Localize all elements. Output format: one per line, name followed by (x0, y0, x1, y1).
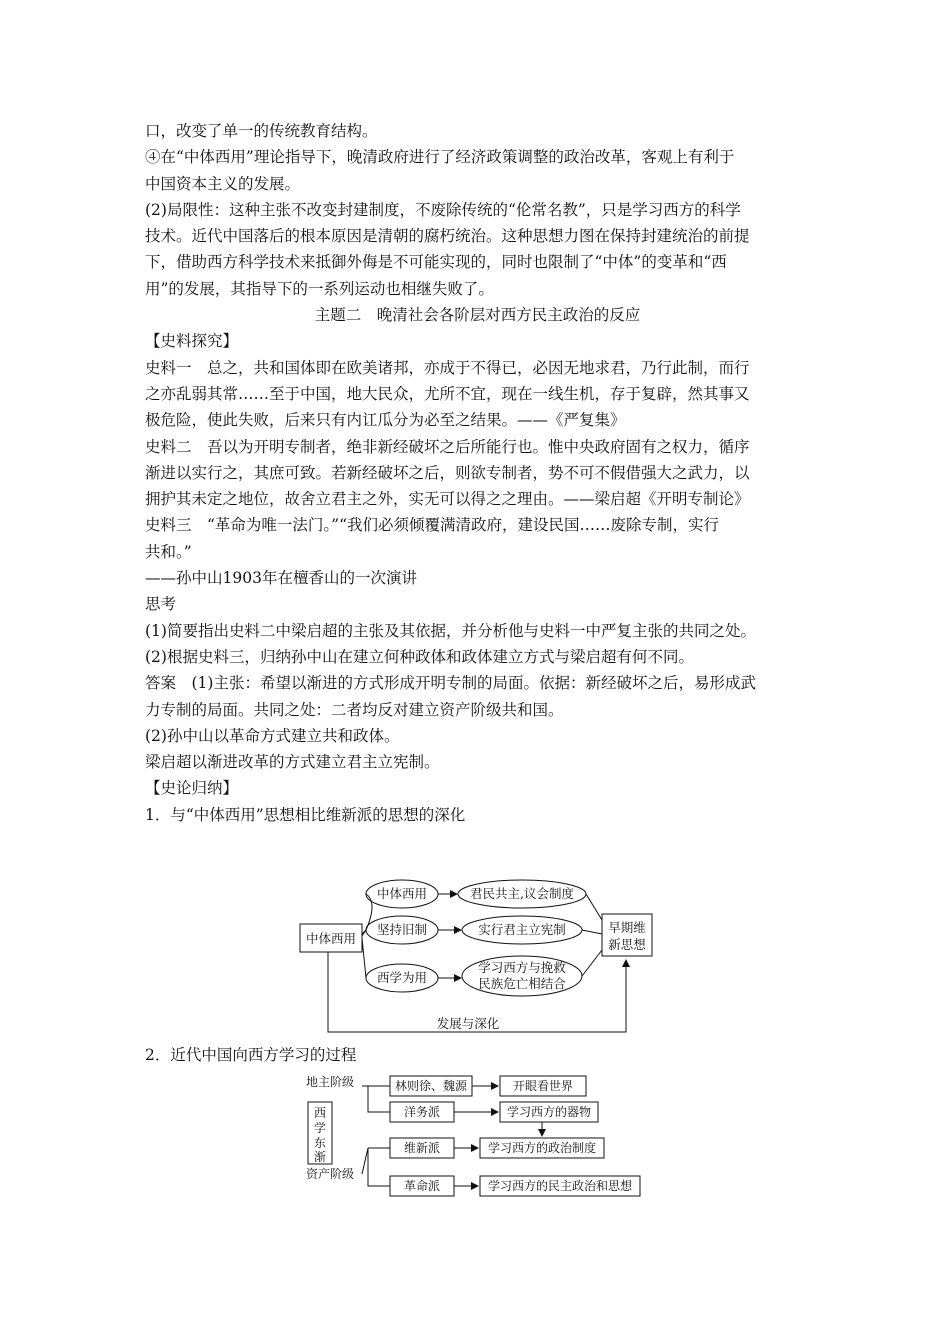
diagram2-vertical-char: 渐 (313, 1150, 327, 1164)
document-body-lower (145, 1042, 810, 1068)
material-line: 之亦乱弱其常……至于中国，地大民众，尤所不宜，现在一线生机，存于复辟，然其事又 (145, 384, 750, 403)
answer-line: 答案 (1)主张：希望以渐进的方式形成开明专制的局面。依据：新经破坏之后，易形成武 (145, 674, 756, 693)
diagram1-end-label: 早期维 (608, 920, 646, 935)
section-heading: 【史论归纳】 (145, 779, 239, 798)
think-label: 思考 (145, 595, 177, 614)
material-line: 史料三 “革命为唯一法门。”“我们必须倾覆满清政府，建设民国……废除专制，实行 (145, 516, 720, 535)
material-line: ——孙中山1903年在檀香山的一次演讲 (145, 569, 417, 588)
text-line: 下，借助西方科学技术来抵御外侮是不可能实现的，同时也限制了“中体”的变革和“西 (145, 253, 727, 272)
material-line: 史料一 总之，共和国体即在欧美诸邦，亦成于不得已，必因无地求君，乃行此制，而行 (145, 358, 750, 377)
diagram1-right-label: 实行君主立宪制 (478, 922, 566, 937)
diagram1-left-label: 中体西用 (305, 931, 357, 946)
diagram2-result-label: 学习西方的民主政治和思想 (487, 1179, 633, 1193)
diagram2-group-label: 维新派 (403, 1141, 441, 1155)
text-line: ④在“中体西用”理论指导下，晚清政府进行了经济政策调整的政治改革，客观上有利于 (145, 148, 735, 167)
diagram1-mid-label: 西学为用 (376, 970, 428, 985)
diagram2-vertical-char: 东 (313, 1136, 327, 1150)
subheading: 1．与“中体西用”思想相比维新派的思想的深化 (145, 805, 466, 824)
diagram2-group-label: 洋务派 (403, 1105, 441, 1119)
text-line: 用”的发展，其指导下的一系列运动也相继失败了。 (145, 279, 494, 298)
diagram2-result-label: 学习西方的器物 (506, 1105, 592, 1119)
diagram2-result-label: 开眼看世界 (512, 1079, 574, 1093)
section-heading: 【史料探究】 (145, 332, 239, 351)
theme-title: 主题二 晚清社会各阶层对西方民主政治的反应 (314, 306, 641, 325)
material-line: 极危险，使此失败，后来只有内讧瓜分为必至之结果。——《严复集》 (145, 411, 626, 430)
diagram1-right-label: 民族危亡相结合 (478, 976, 566, 991)
diagram2-vertical-char: 西 (313, 1106, 327, 1120)
answer-line: 梁启超以渐进改革的方式建立君主立宪制。 (145, 753, 440, 772)
question-line: (2)根据史料三，归纳孙中山在建立何种政体和政体建立方式与梁启超有何不同。 (145, 647, 694, 666)
diagram1-mid-label: 中体西用 (376, 886, 428, 901)
diagram1-end-label: 新思想 (608, 937, 646, 952)
question-line: (1)简要指出史料二中梁启超的主张及其依据，并分析他与史料一中严复主张的共同之处。 (145, 621, 756, 640)
text-line: 技术。近代中国落后的根本原因是清朝的腐朽统治。这种思想力图在保持封建统治的前提 (145, 227, 750, 246)
diagram2-group-label: 林则徐、魏源 (394, 1079, 468, 1093)
document-body (145, 118, 810, 828)
text-line: 中国资本主义的发展。 (145, 174, 301, 193)
diagram1-bottom-label: 发展与深化 (436, 1016, 500, 1031)
diagram2-bourgeois-label: 资产阶级 (306, 1167, 355, 1181)
answer-line: (2)孙中山以革命方式建立共和政体。 (145, 726, 400, 745)
material-line: 渐进以实行之，其庶可致。若新经破坏之后，则欲专制者，势不可不假借强大之武力，以 (145, 463, 750, 482)
diagram2-result-label: 学习西方的政治制度 (487, 1141, 597, 1155)
material-line: 拥护其未定之地位，故舍立君主之外，实无可以得之之理由。——梁启超《开明专制论》 (145, 490, 750, 509)
diagram-thought-deepening (290, 872, 660, 1040)
diagram1-mid-label: 坚持旧制 (376, 922, 428, 937)
diagram1-right-label: 君民共主,议会制度 (470, 886, 574, 901)
diagram-learning-process (302, 1072, 652, 1202)
text-line: 口，改变了单一的传统教育结构。 (145, 122, 378, 140)
subheading: 2．近代中国向西方学习的过程 (145, 1046, 357, 1064)
answer-line: 力专制的局面。共同之处：二者均反对建立资产阶级共和国。 (145, 700, 564, 719)
text-line: (2)局限性：这种主张不改变封建制度，不废除传统的“伦常名教”，只是学习西方的科学 (145, 200, 741, 219)
diagram2-vertical-char: 学 (313, 1121, 327, 1135)
material-line: 共和。” (145, 542, 192, 561)
diagram2-group-label: 革命派 (403, 1179, 441, 1193)
material-line: 史料二 吾以为开明专制者，绝非新经破坏之后所能行也。惟中央政府固有之权力，循序 (145, 437, 750, 456)
diagram2-landlord-label: 地主阶级 (306, 1075, 355, 1089)
diagram1-right-label: 学习西方与挽救 (478, 960, 566, 975)
